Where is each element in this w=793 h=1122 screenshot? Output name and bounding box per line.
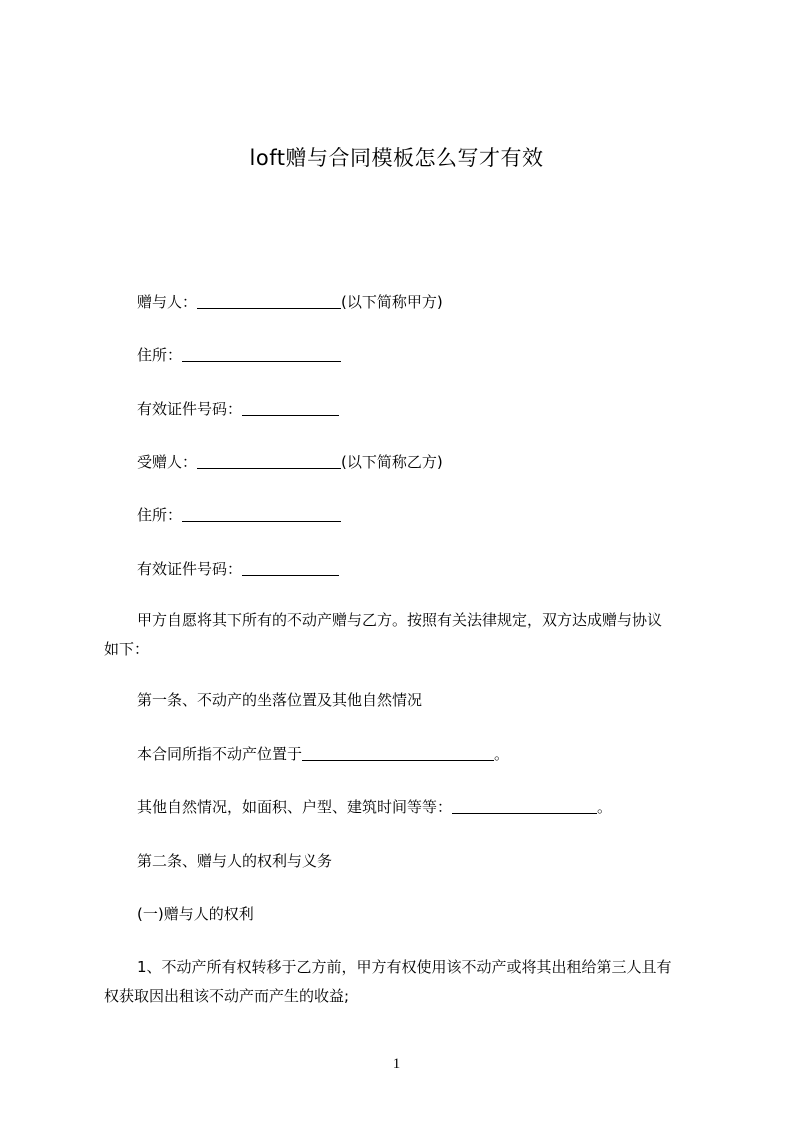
donee-id-line	[137, 559, 339, 579]
donor-line	[137, 292, 443, 312]
donee-address-blank	[182, 506, 341, 522]
other-info-end: 。	[597, 798, 613, 816]
page-number: 1	[392, 1056, 401, 1072]
donee-blank	[197, 453, 341, 469]
intro-line-2: 如下：	[104, 640, 150, 658]
donor-label: 赠与人：	[137, 293, 198, 311]
donor-id-label: 有效证件号码：	[137, 400, 243, 418]
location-blank	[302, 745, 494, 761]
donee-id-label: 有效证件号码：	[137, 560, 243, 578]
donor-address-line	[137, 345, 341, 365]
donor-id-line	[137, 399, 339, 419]
other-info-line	[137, 797, 612, 817]
article1-heading: 第一条、不动产的坐落位置及其他自然情况	[137, 691, 423, 709]
donee-line	[137, 452, 443, 472]
donee-label: 受赠人：	[137, 453, 198, 471]
donor-address-blank	[182, 346, 341, 362]
location-line	[137, 744, 509, 764]
donee-address-line	[137, 505, 341, 525]
other-info-blank	[452, 798, 597, 814]
item1-paragraph	[104, 953, 704, 1011]
document-title: loft赠与合同模板怎么写才有效	[249, 146, 544, 170]
other-info-text: 其他自然情况，如面积、户型、建筑时间等等：	[137, 798, 453, 816]
intro-line-1: 甲方自愿将其下所有的不动产赠与乙方。按照有关法律规定，双方达成赠与协议	[137, 611, 663, 629]
intro-paragraph	[104, 606, 704, 664]
item1-line-2: 权获取因出租该不动产而产生的收益;	[104, 987, 350, 1005]
donee-address-label: 住所：	[137, 506, 183, 524]
donor-suffix: (以下简称甲方)	[341, 293, 443, 311]
location-end: 。	[494, 745, 510, 763]
article2-heading: 第二条、赠与人的权利与义务	[137, 852, 333, 870]
location-text: 本合同所指不动产位置于	[137, 745, 303, 763]
item1-line-1: 1、不动产所有权转移于乙方前，甲方有权使用该不动产或将其出租给第三人且有	[137, 958, 672, 976]
donor-address-label: 住所：	[137, 346, 183, 364]
donee-suffix: (以下简称乙方)	[341, 453, 443, 471]
donee-id-blank	[242, 560, 339, 576]
donor-blank	[197, 293, 341, 309]
donor-id-blank	[242, 400, 339, 416]
donor-rights-subheading: (一)赠与人的权利	[137, 905, 254, 923]
